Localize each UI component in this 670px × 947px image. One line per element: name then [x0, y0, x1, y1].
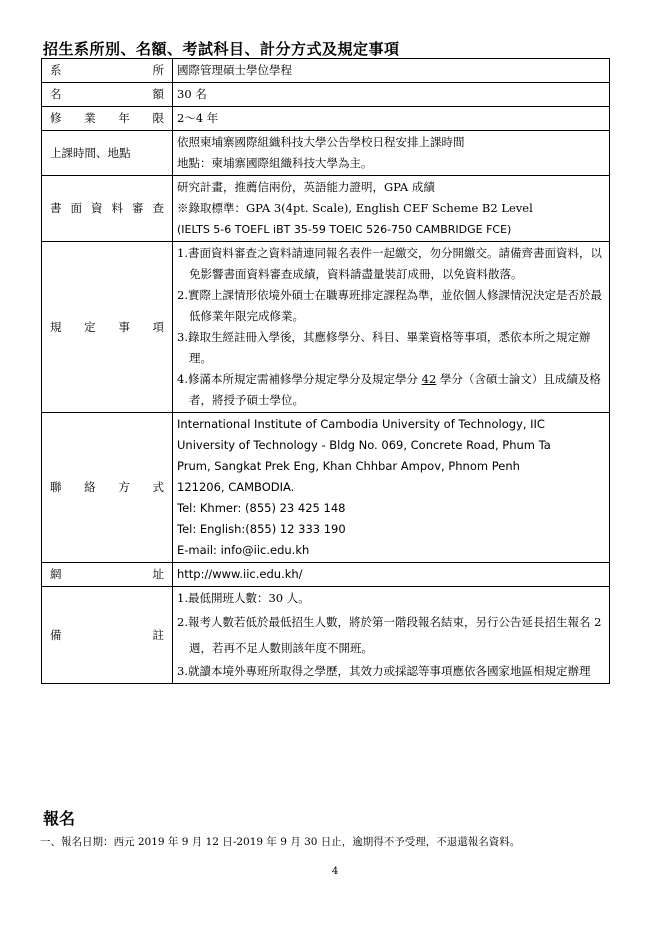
row-notes — [42, 587, 610, 684]
label-char: 定 — [84, 319, 96, 334]
rule-item-suffix: 學分（含碩士論文）且成績及格者，將授予碩士學位。 — [189, 372, 601, 407]
page-title: 招生系所別、名額、考試科目、計分方式及規定事項 — [43, 40, 400, 58]
row-rules — [42, 242, 610, 413]
label-char: 址 — [152, 567, 164, 581]
row-review — [42, 176, 610, 242]
label-char: 查 — [152, 201, 164, 215]
contact-line: University of Technology - Bldg No. 069, Concrete Road, Phum Ta — [177, 438, 551, 452]
label-duration — [42, 107, 173, 131]
label-char: 資 — [91, 201, 103, 215]
label-char: 方 — [118, 480, 130, 494]
registration-title: 報名 — [43, 809, 76, 828]
label-char: 備 — [50, 627, 62, 642]
credits-number: 42 — [421, 372, 437, 386]
review-line: (IELTS 5-6 TOEFL iBT 35-59 TOEIC 526-750 CAMBRIDGE FCE) — [177, 223, 512, 236]
row-contact — [42, 413, 610, 563]
value-review — [173, 176, 610, 242]
contact-line: International Institute of Cambodia University of Technology, IIC — [177, 417, 545, 431]
label-notes — [42, 587, 173, 684]
label-char: 聯 — [50, 480, 62, 494]
label-char: 註 — [152, 627, 164, 642]
label-char: 名 — [50, 87, 62, 101]
rule-item: 2.實際上課情形依境外碩士在職專班排定課程為準，並依個人修課情況決定是否於最低修業年限完成修業。 — [177, 288, 602, 323]
label-char: 業 — [84, 111, 96, 125]
value-notes — [173, 587, 610, 684]
review-line: ※錄取標準：GPA 3(4pt. Scale), English CEF Scheme B2 Level — [177, 201, 533, 215]
schedule-line: 依照柬埔寨國際組織科技大學公告學校日程安排上課時間 — [177, 135, 465, 149]
website-link[interactable]: http://www.iic.edu.kh/ — [173, 563, 610, 587]
registration-date-line: 一、報名日期：西元 2019 年 9 月 12 日-2019 年 9 月 30 日止，逾期得不予受理，不退還報名資料。 — [40, 836, 521, 848]
rule-item: 1.書面資料審查之資料請連同報名表件一起繳交，勿分開繳交。請備齊書面資料，以免影響書面資料審查成績，資料請盡量裝訂成冊，以免資料散落。 — [177, 246, 602, 281]
label-rules — [42, 242, 173, 413]
label-char: 事 — [118, 319, 130, 334]
note-item: 1.最低開班人數：30 人。 — [177, 591, 310, 605]
label-contact — [42, 413, 173, 563]
label-char: 所 — [152, 63, 164, 77]
row-duration — [42, 107, 610, 131]
label-char: 額 — [152, 87, 164, 101]
rule-item-prefix: 4.修滿本所規定需補修學分規定學分及規定學分 — [177, 372, 422, 386]
note-item: 2.報考人數若低於最低招生人數，將於第一階段報名結束，另行公告延長招生報名 2 週，若再不足人數則該年度不開班。 — [177, 615, 602, 655]
label-website — [42, 563, 173, 587]
schedule-line: 地點：柬埔寨國際組織科技大學為主。 — [177, 156, 373, 170]
label-char: 年 — [118, 111, 130, 125]
label-review — [42, 176, 173, 242]
value-quota: 30 名 — [173, 83, 610, 107]
contact-phone-khmer: Tel: Khmer: (855) 23 425 148 — [177, 501, 346, 515]
label-quota — [42, 83, 173, 107]
label-char: 式 — [152, 480, 164, 494]
label-char: 網 — [50, 567, 62, 581]
label-char: 修 — [50, 111, 62, 125]
value-dept: 國際管理碩士學位學程 — [173, 59, 610, 83]
label-char: 絡 — [84, 480, 96, 494]
contact-phone-english: Tel: English:(855) 12 333 190 — [177, 522, 346, 536]
label-char: 限 — [152, 111, 164, 125]
label-char: 料 — [111, 201, 123, 215]
row-dept — [42, 59, 610, 83]
rule-item: 3.錄取生經註冊入學後，其應修學分、科目、畢業資格等事項，悉依本所之規定辦理。 — [177, 330, 591, 365]
admission-info-table — [41, 58, 610, 684]
value-duration: 2～4 年 — [173, 107, 610, 131]
label-schedule: 上課時間、地點 — [42, 131, 173, 176]
label-char: 項 — [152, 319, 164, 334]
value-schedule — [173, 131, 610, 176]
row-schedule — [42, 131, 610, 176]
label-char: 書 — [50, 201, 62, 215]
review-line: 研究計畫，推薦信兩份，英語能力證明，GPA 成績 — [177, 180, 435, 194]
note-item: 3.就讀本境外專班所取得之學歷，其效力或採認等事項應依各國家地區相規定辦理 — [177, 664, 591, 678]
contact-email: E-mail: info@iic.edu.kh — [177, 543, 310, 557]
label-char: 規 — [50, 319, 62, 334]
page-number: 4 — [331, 866, 339, 877]
value-rules — [173, 242, 610, 413]
contact-line: Prum, Sangkat Prek Eng, Khan Chhbar Ampov, Phnom Penh — [177, 459, 520, 473]
row-quota — [42, 83, 610, 107]
label-char: 面 — [70, 201, 82, 215]
row-website — [42, 563, 610, 587]
label-dept — [42, 59, 173, 83]
label-char: 審 — [132, 201, 144, 215]
value-contact — [173, 413, 610, 563]
label-char: 系 — [50, 63, 62, 77]
contact-line: 121206, CAMBODIA. — [177, 480, 295, 494]
rule-item — [177, 369, 605, 411]
